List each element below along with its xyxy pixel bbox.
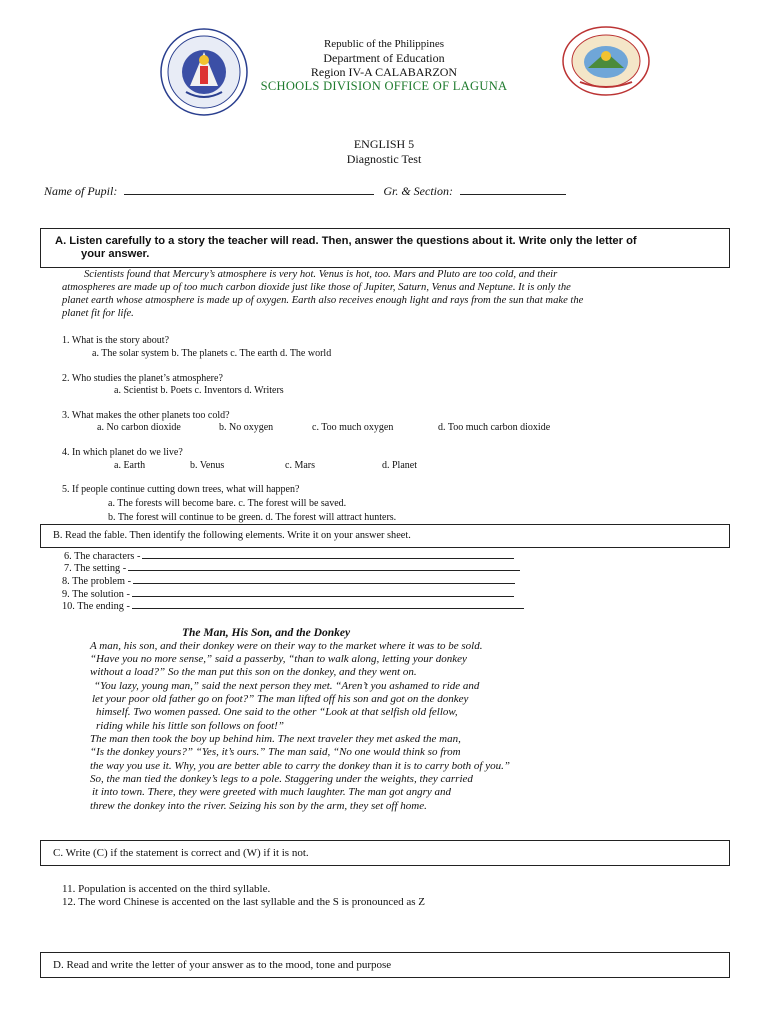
- story-line: atmospheres are made up of too much carbon dioxide just like those of Jupiter, Saturn, Venus and Neptune. It is only the: [62, 282, 571, 293]
- story-line: Scientists found that Mercury’s atmosphere is very hot. Venus is hot, too. Mars and Pluto are too cold, and their: [84, 269, 558, 280]
- fable-line: riding while his little son follows on foot!”: [96, 720, 284, 732]
- section-a-instruction-line1: A. Listen carefully to a story the teacher will read. Then, answer the questions about it. Write only the letter of: [55, 235, 637, 247]
- header-republic: Republic of the Philippines: [323, 38, 445, 50]
- fable-line: let your poor old father go on foot?” The man lifted off his son and got on the donkey: [92, 693, 469, 705]
- header-department: Department of Education: [323, 51, 445, 65]
- section-d-instruction-box: [40, 952, 730, 978]
- question-2: 2. Who studies the planet’s atmosphere?: [62, 373, 223, 384]
- question-1: 1. What is the story about?: [62, 335, 170, 346]
- statement-12: 12. The word Chinese is accented on the last syllable and the S is pronounced as Z: [62, 896, 426, 908]
- fable-line: So, the man tied the donkey’s legs to a pole. Staggering under the weights, they carried: [90, 773, 473, 785]
- section-label: Gr. & Section:: [383, 184, 453, 198]
- test-title: Diagnostic Test: [346, 152, 422, 166]
- story-line: planet earth whose atmosphere is made up of oxygen. Earth also receives enough light and rays from the sun that make the: [62, 295, 584, 306]
- section-c-instruction: C. Write (C) if the statement is correct and (W) if it is not.: [53, 847, 309, 859]
- question-5-choices-1: a. The forests will become bare. c. The forest will be saved.: [108, 498, 347, 509]
- section-a-instruction-line2: your answer.: [81, 248, 150, 260]
- question-4: 4. In which planet do we live?: [62, 447, 183, 458]
- question-3-choice-b: b. No oxygen: [219, 422, 274, 433]
- question-1-choices: a. The solar system b. The planets c. The earth d. The world: [92, 348, 332, 359]
- question-3: 3. What makes the other planets too cold?: [62, 410, 230, 421]
- answer-blank[interactable]: [132, 588, 514, 597]
- fable-line: A man, his son, and their donkey were on their way to the market where it was to be sold.: [90, 640, 483, 652]
- section-blank[interactable]: [460, 186, 566, 195]
- fable-line: The man then took the boy up behind him. The next traveler they met asked the man,: [90, 733, 461, 745]
- element-item-ending: [62, 600, 524, 613]
- element-item-problem: [62, 575, 515, 588]
- question-2-choices: a. Scientist b. Poets c. Inventors d. Writers: [114, 385, 284, 396]
- fable-title: The Man, His Son, and the Donkey: [182, 627, 351, 639]
- question-5-choices-2: b. The forest will continue to be green. d. The forest will attract hunters.: [108, 512, 397, 523]
- fable-line: “Is the donkey yours?” “Yes, it’s ours.” The man said, “No one would think so from: [90, 746, 461, 758]
- statement-11: 11. Population is accented on the third syllable.: [62, 883, 271, 895]
- fable-line: himself. Two women passed. One said to the other “Look at that selfish old fellow,: [96, 706, 458, 718]
- fable-line: the way you use it. Why, you are better able to carry the donkey than it is to carry both of you.”: [90, 760, 510, 772]
- section-b-instruction-box: [40, 524, 730, 548]
- section-d-instruction: D. Read and write the letter of your answer as to the mood, tone and purpose: [53, 959, 392, 971]
- question-4-choice-b: b. Venus: [190, 460, 225, 471]
- item-label: 7. The setting -: [64, 563, 127, 574]
- item-label: 10. The ending -: [62, 601, 130, 612]
- answer-blank[interactable]: [142, 550, 514, 559]
- item-label: 8. The problem -: [62, 576, 132, 587]
- question-4-choice-d: d. Planet: [382, 460, 417, 471]
- section-a-instruction-box: [40, 228, 730, 268]
- pupil-info-row: [44, 184, 566, 199]
- element-item-setting: [64, 562, 520, 575]
- question-3-choice-d: d. Too much carbon dioxide: [438, 422, 551, 433]
- question-4-choice-a: a. Earth: [114, 460, 146, 471]
- section-b-instruction: B. Read the fable. Then identify the following elements. Write it on your answer sheet.: [53, 530, 411, 541]
- item-label: 9. The solution -: [62, 589, 130, 600]
- item-label: 6. The characters -: [64, 551, 141, 562]
- name-label: Name of Pupil:: [44, 184, 118, 198]
- story-line: planet fit for life.: [62, 308, 134, 319]
- answer-blank[interactable]: [132, 600, 524, 609]
- fable-line: “Have you no more sense,” said a passerby, “than to walk along, letting your donkey: [90, 653, 467, 665]
- answer-blank[interactable]: [128, 562, 520, 571]
- fable-line: without a load?” So the man put this son on the donkey, and they went on.: [90, 666, 417, 678]
- fable-line: it into town. There, they were greeted with much laughter. The man got angry and: [92, 786, 451, 798]
- answer-blank[interactable]: [133, 575, 515, 584]
- name-blank[interactable]: [124, 186, 374, 195]
- subject-title: ENGLISH 5: [353, 137, 415, 151]
- section-c-instruction-box: [40, 840, 730, 866]
- header-division: SCHOOLS DIVISION OFFICE OF LAGUNA: [260, 79, 508, 93]
- question-3-choice-c: c. Too much oxygen: [312, 422, 394, 433]
- question-3-choice-a: a. No carbon dioxide: [97, 422, 181, 433]
- question-4-choice-c: c. Mars: [285, 460, 315, 471]
- question-5: 5. If people continue cutting down trees, what will happen?: [62, 484, 300, 495]
- fable-line: threw the donkey into the river. Seizing his son by the arm, they set off home.: [90, 800, 427, 812]
- header-region: Region IV-A CALABARZON: [310, 65, 458, 79]
- fable-line: “You lazy, young man,” said the next person they met. “Aren’t you ashamed to ride and: [94, 680, 480, 692]
